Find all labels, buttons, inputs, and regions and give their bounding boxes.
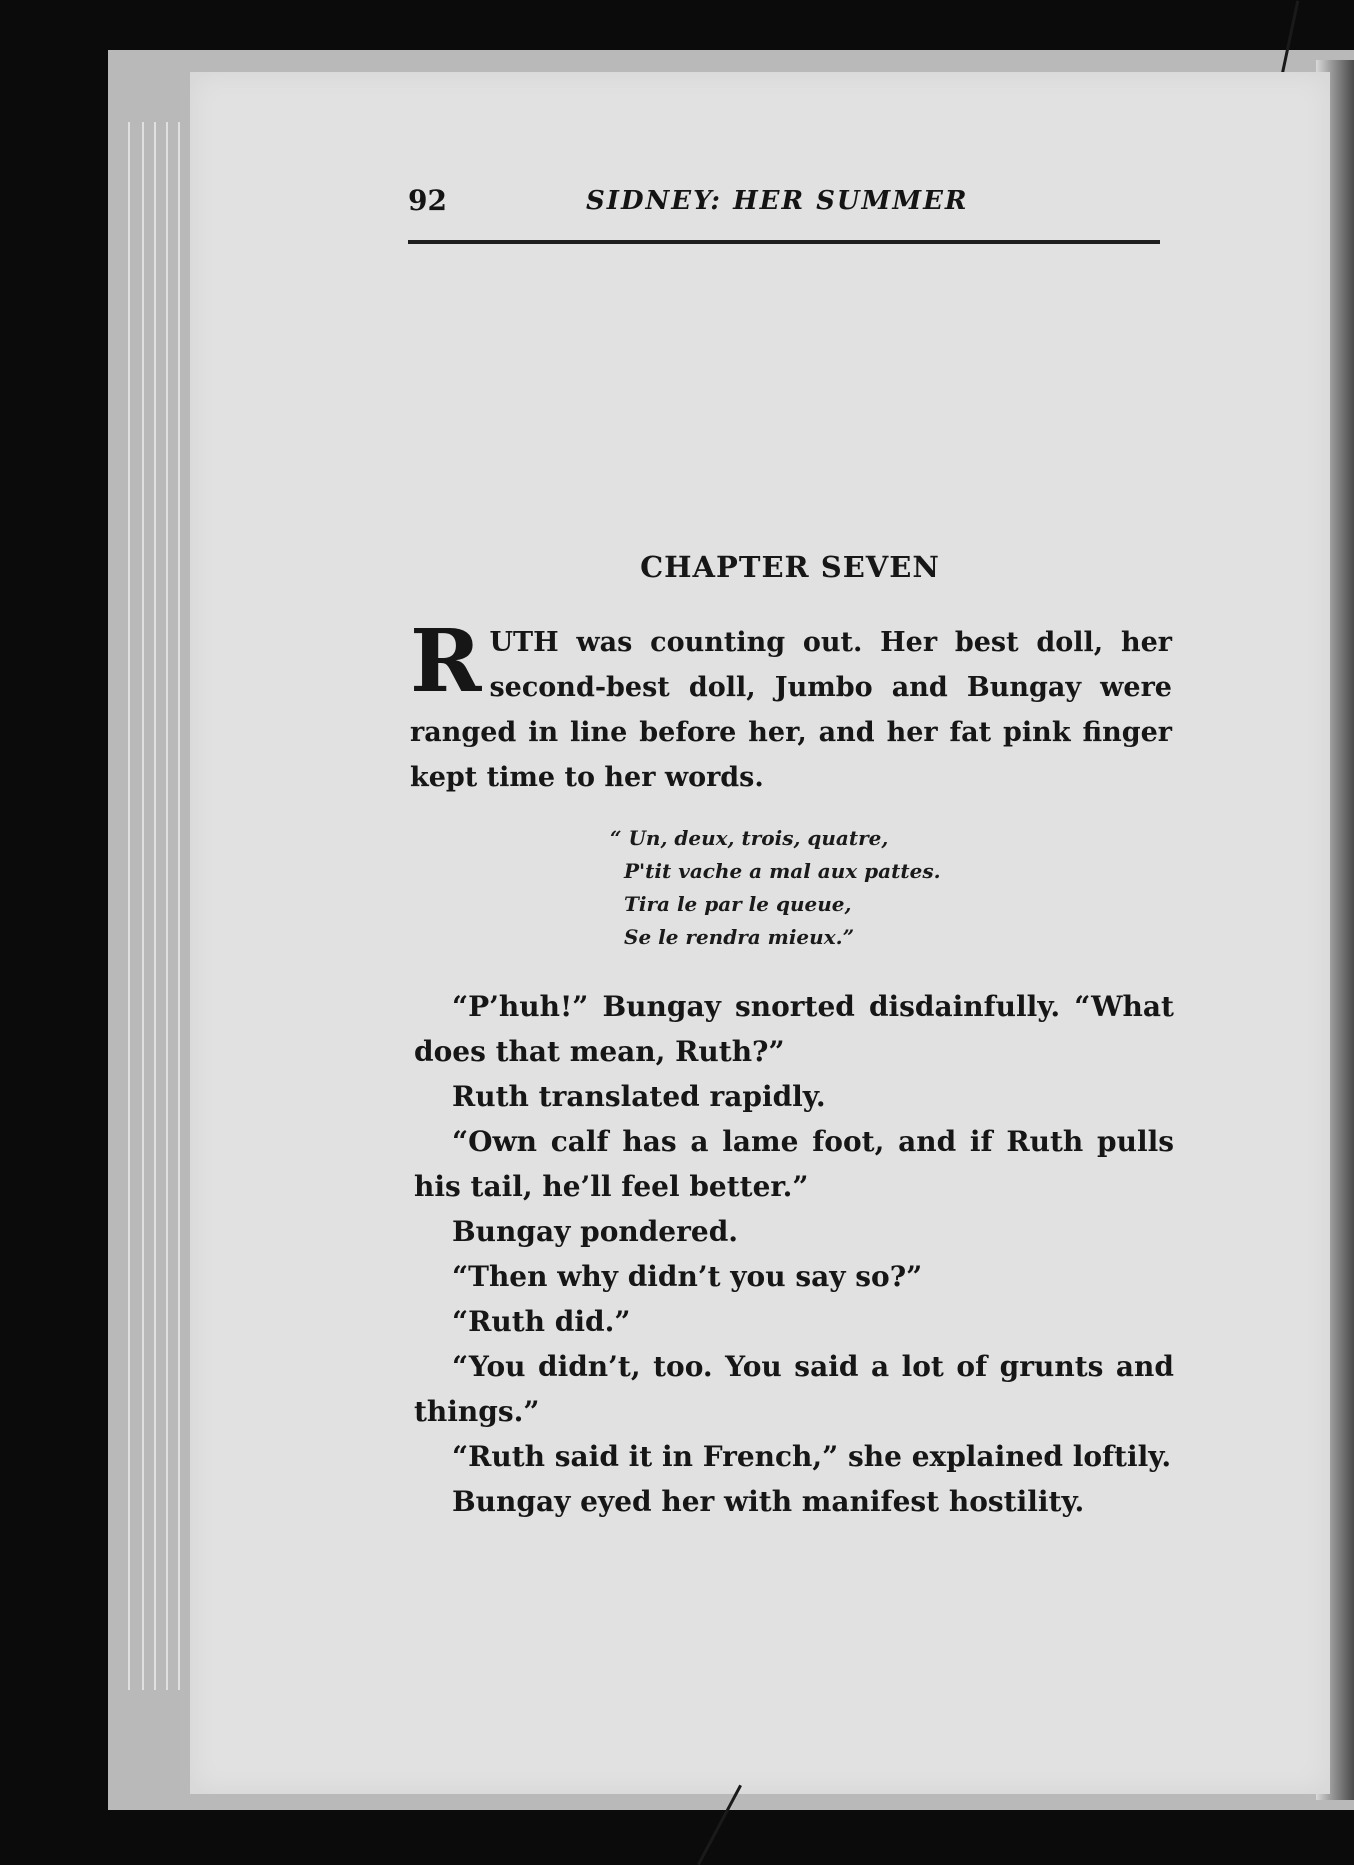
header-rule	[408, 240, 1160, 244]
verse-line: P'tit vache a mal aux pattes.	[624, 859, 941, 883]
dialogue-paragraph: “P’huh!” Bungay snorted disdainfully. “What does that mean, Ruth?”	[414, 990, 1174, 1068]
verse-line: Se le rendra mieux.”	[624, 925, 855, 949]
dialogue-paragraph: Ruth translated rapidly.	[452, 1080, 826, 1113]
verse-line: Tira le par le queue,	[624, 892, 852, 916]
page-edge-line	[178, 122, 180, 1690]
page-edge-line	[142, 122, 144, 1690]
dialogue-paragraph: “Then why didn’t you say so?”	[452, 1260, 923, 1293]
dialogue-paragraph: Bungay pondered.	[452, 1215, 739, 1248]
dialogue-paragraph: “You didn’t, too. You said a lot of grunts and things.”	[414, 1350, 1174, 1428]
opening-paragraph-block	[410, 611, 1172, 800]
page-edge-line	[128, 122, 130, 1690]
dialogue-paragraph: “Ruth did.”	[452, 1305, 631, 1338]
verse-block	[610, 822, 1030, 954]
page-edge-line	[166, 122, 168, 1690]
drop-cap: R	[410, 611, 482, 712]
running-head	[408, 180, 1160, 226]
dialogue-block	[414, 984, 1174, 1524]
verse-line: “ Un, deux, trois, quatre,	[610, 826, 889, 850]
page-edge-line	[154, 122, 156, 1690]
opening-paragraph	[410, 611, 1172, 800]
page-number: 92	[408, 184, 447, 217]
opening-text: UTH was counting out. Her best doll, her second-best doll, Jumbo and Bungay were ranged in line before her, and her fat pink finger kept time to her words.	[410, 627, 1172, 793]
dialogue-paragraph: “Ruth said it in French,” she explained loftily.	[452, 1440, 1172, 1473]
dialogue-paragraph: “Own calf has a lame foot, and if Ruth pulls his tail, he’ll feel better.”	[414, 1125, 1174, 1203]
running-title: SIDNEY: HER SUMMER	[586, 186, 969, 216]
chapter-title: CHAPTER SEVEN	[640, 550, 940, 584]
dialogue-paragraph: Bungay eyed her with manifest hostility.	[452, 1485, 1085, 1518]
